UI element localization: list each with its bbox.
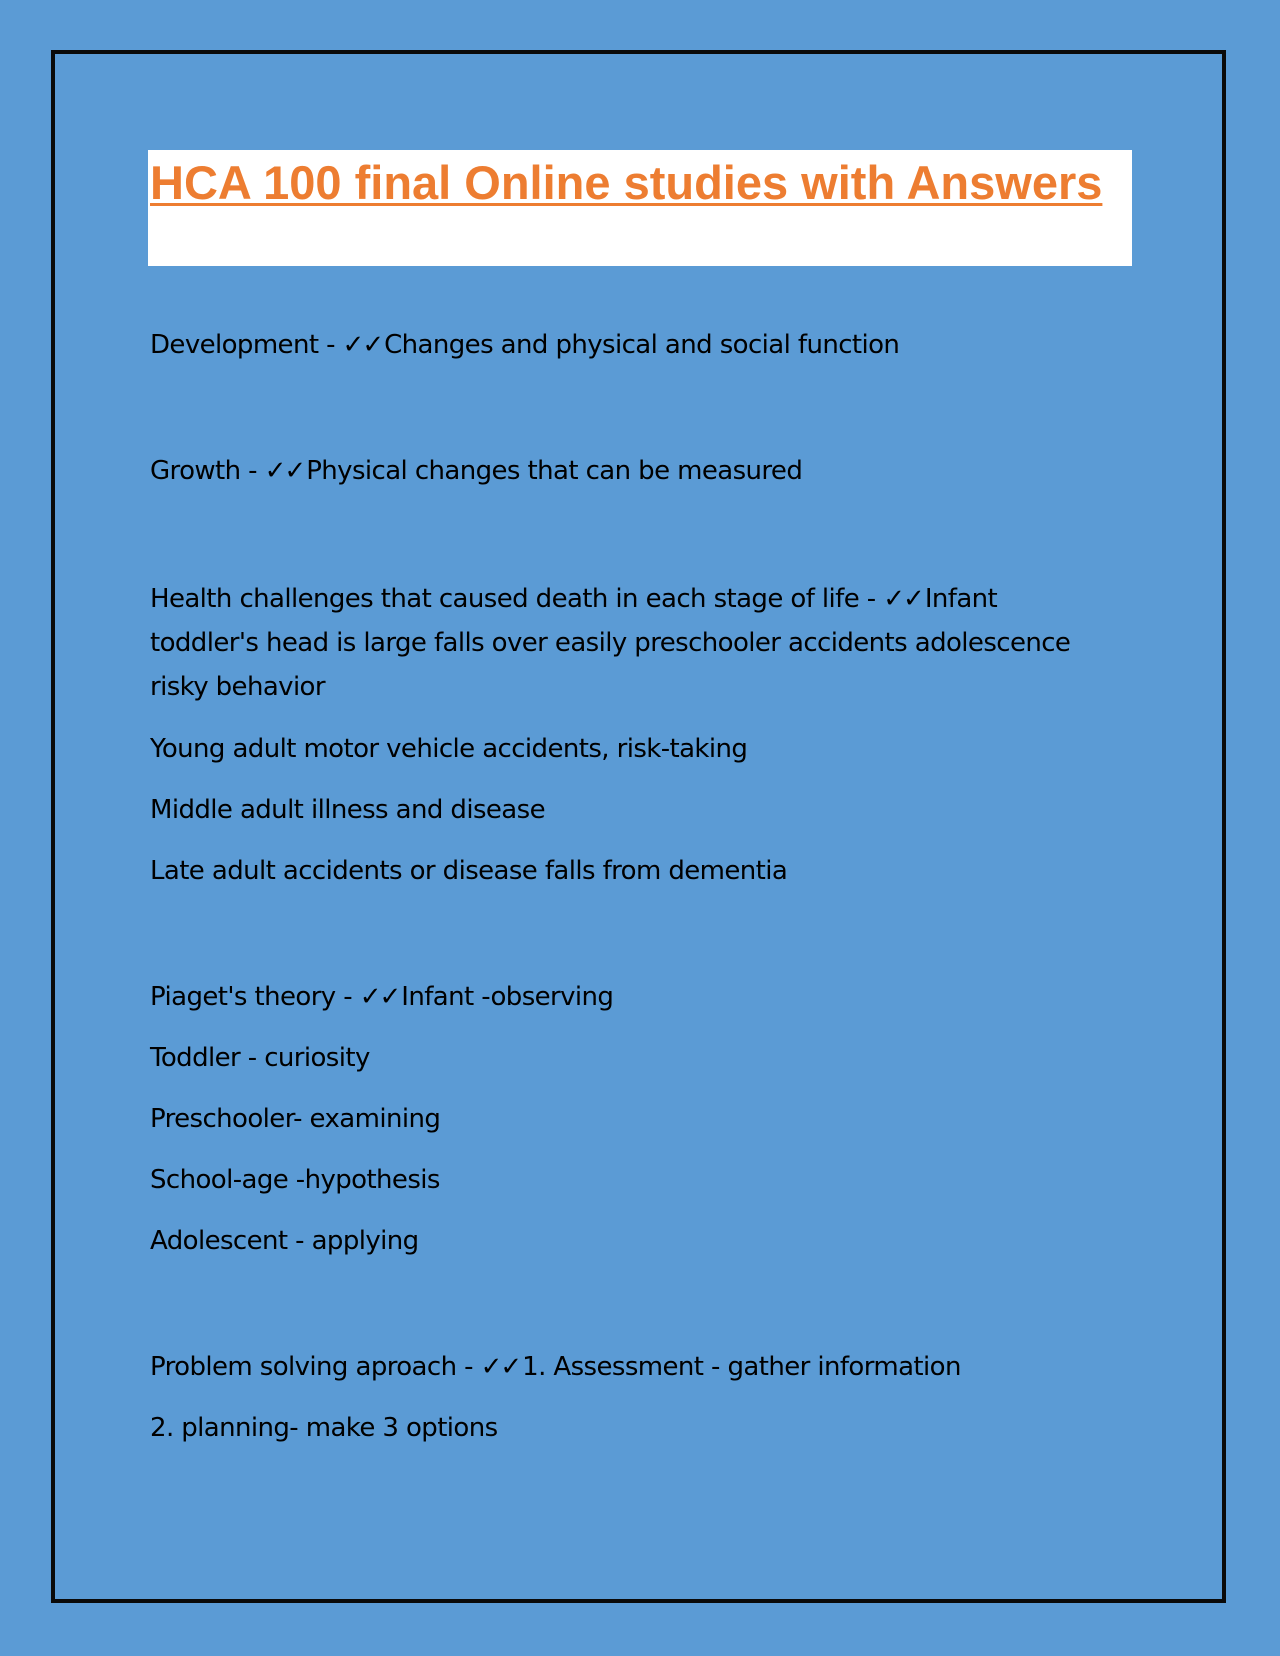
document-title: HCA 100 final Online studies with Answers	[150, 156, 1103, 209]
entry-term: Development -	[150, 330, 343, 360]
entry-answer: Changes and physical and social function	[384, 330, 900, 360]
entry-term: Growth -	[150, 456, 265, 486]
entry-problem-solving	[150, 1352, 961, 1382]
entry-development	[150, 330, 899, 360]
entry-answer: Physical changes that can be measured	[306, 456, 803, 486]
entry-health-challenges	[150, 577, 1090, 709]
entry-line: Middle adult illness and disease	[150, 795, 545, 825]
entry-term: Problem solving aproach -	[150, 1352, 481, 1382]
double-check-icon: ✓✓	[264, 456, 305, 486]
entry-answer: 1. Assessment - gather information	[522, 1352, 961, 1382]
entry-answer: Infant -observing	[401, 982, 614, 1012]
entry-line: Adolescent - applying	[150, 1226, 419, 1256]
entry-line: School-age -hypothesis	[150, 1165, 440, 1195]
entry-line: Late adult accidents or disease falls from dementia	[150, 856, 788, 886]
title-banner	[148, 150, 1132, 266]
double-check-icon: ✓✓	[359, 982, 400, 1012]
double-check-icon: ✓✓	[883, 584, 923, 614]
entry-line: Preschooler- examining	[150, 1104, 441, 1134]
double-check-icon: ✓✓	[342, 330, 383, 360]
entry-answer: Infant toddler's head is large falls over easily preschooler accidents adolescence risky behavior	[150, 584, 1071, 702]
entry-line: Young adult motor vehicle accidents, risk-taking	[150, 734, 748, 764]
entry-line: Toddler - curiosity	[150, 1043, 370, 1073]
entry-term: Health challenges that caused death in each stage of life -	[150, 584, 884, 614]
entry-piaget	[150, 982, 613, 1012]
double-check-icon: ✓✓	[480, 1352, 521, 1382]
entry-line: 2. planning- make 3 options	[150, 1413, 498, 1443]
entry-term: Piaget's theory -	[150, 982, 360, 1012]
entry-growth	[150, 456, 802, 486]
